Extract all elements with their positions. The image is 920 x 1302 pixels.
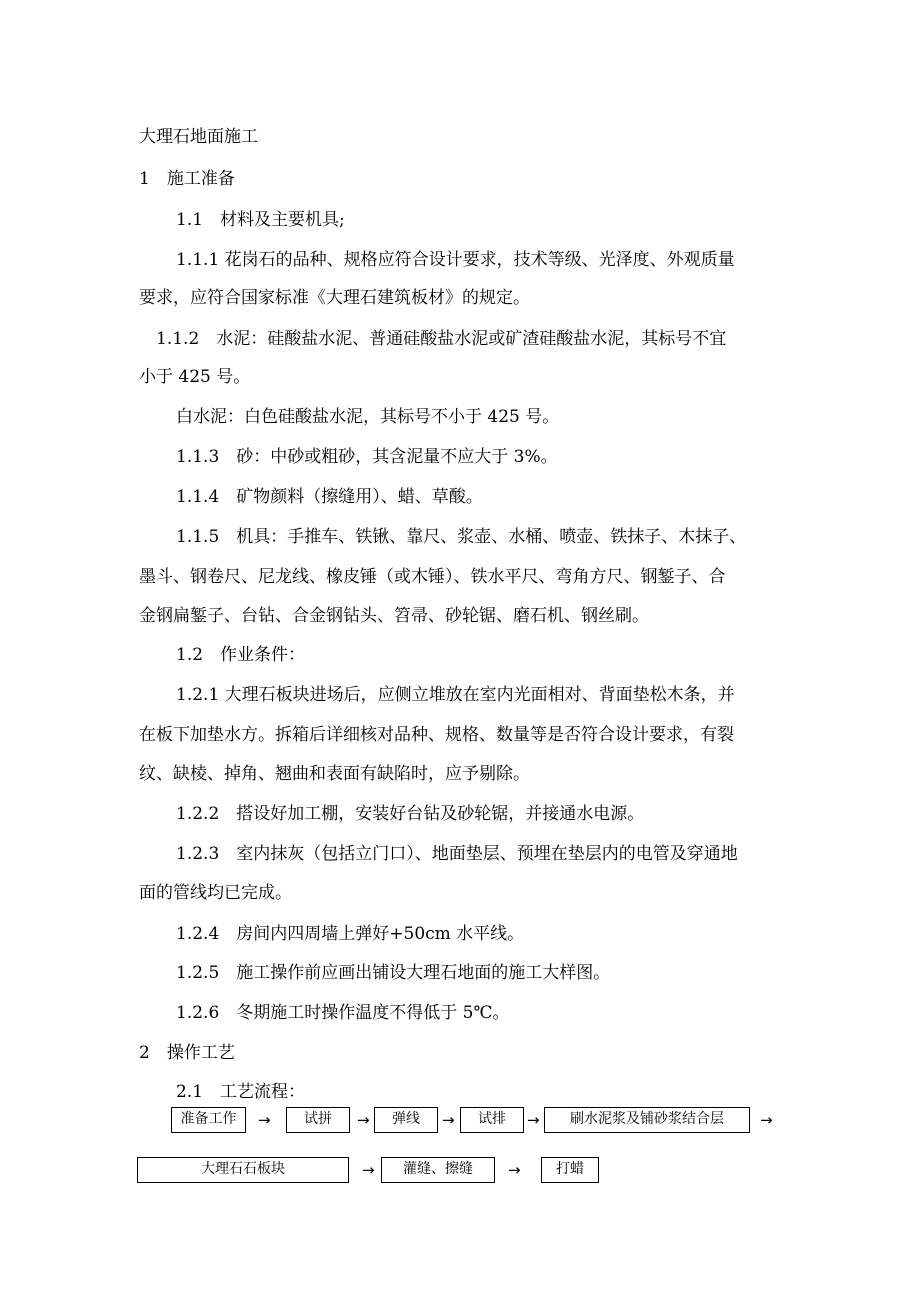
- flow-step: 试排: [460, 1107, 524, 1133]
- para-1-1-2-line2: 小于 425 号。: [139, 367, 251, 387]
- flow-arrow: →: [442, 1111, 455, 1129]
- para-1-1-1-line2: 要求，应符合国家标准《大理石建筑板材》的规定。: [139, 288, 530, 308]
- flow-arrow: →: [760, 1111, 773, 1129]
- section-1-heading: 1 施工准备: [139, 169, 235, 189]
- para-1-2-2: 1.2.2 搭设好加工棚，安装好台钻及砂轮锯，并接通水电源。: [176, 804, 645, 824]
- para-1-2-1-line2: 在板下加垫水方。拆箱后详细核对品种、规格、数量等是否符合设计要求，有裂: [139, 725, 734, 745]
- para-1-1-2-line1: 1.1.2 水泥：硅酸盐水泥、普通硅酸盐水泥或矿渣硅酸盐水泥，其标号不宜: [156, 329, 727, 349]
- flow-step: 打蜡: [541, 1157, 599, 1183]
- para-1-2-4: 1.2.4 房间内四周墙上弹好+50cm 水平线。: [176, 924, 525, 944]
- para-1-1-5-line2: 墨斗、钢卷尺、尼龙线、橡皮锤（或木锤）、铁水平尺、弯角方尺、钢錾子、合: [139, 567, 726, 587]
- para-1-2-3-line1: 1.2.3 室内抹灰（包括立门口）、地面垫层、预埋在垫层内的电管及穿通地: [176, 844, 738, 864]
- flow-arrow: →: [362, 1161, 375, 1179]
- subsection-2-1: 2.1 工艺流程：: [176, 1082, 306, 1102]
- flow-arrow: →: [357, 1111, 370, 1129]
- section-2-heading: 2 操作工艺: [139, 1043, 235, 1063]
- flow-step: 试拼: [286, 1107, 350, 1133]
- flow-arrow: →: [527, 1111, 540, 1129]
- para-1-2-3-line2: 面的管线均已完成。: [139, 883, 292, 903]
- para-1-1-3: 1.1.3 砂：中砂或粗砂，其含泥量不应大于 3%。: [176, 447, 558, 467]
- document-title: 大理石地面施工: [139, 127, 258, 147]
- flow-step: 大理石石板块: [137, 1157, 349, 1183]
- flow-step: 刷水泥浆及铺砂浆结合层: [544, 1107, 750, 1133]
- flow-arrow: →: [508, 1161, 521, 1179]
- subsection-1-1: 1.1 材料及主要机具;: [176, 210, 345, 230]
- flow-step: 准备工作: [171, 1107, 246, 1133]
- flow-step: 灌缝、擦缝: [381, 1157, 495, 1183]
- para-1-1-5-line3: 金钢扁錾子、台钻、合金钢钻头、笤帚、砂轮锯、磨石机、钢丝刷。: [139, 606, 649, 626]
- flow-step: 弹线: [374, 1107, 438, 1133]
- para-1-2-5: 1.2.5 施工操作前应画出铺设大理石地面的施工大样图。: [176, 963, 611, 983]
- para-1-1-1-line1: 1.1.1 花岗石的品种、规格应符合设计要求，技术等级、光泽度、外观质量: [176, 250, 735, 270]
- flow-arrow: →: [258, 1111, 271, 1129]
- para-white-cement: 白水泥：白色硅酸盐水泥，其标号不小于 425 号。: [176, 407, 560, 427]
- para-1-2-6: 1.2.6 冬期施工时操作温度不得低于 5℃。: [176, 1003, 510, 1023]
- para-1-1-5-line1: 1.1.5 机具：手推车、铁锹、靠尺、浆壶、水桶、喷壶、铁抹子、木抹子、: [176, 527, 747, 547]
- subsection-1-2: 1.2 作业条件：: [176, 645, 306, 665]
- para-1-2-1-line3: 纹、缺棱、掉角、翘曲和表面有缺陷时，应予剔除。: [139, 764, 530, 784]
- para-1-1-4: 1.1.4 矿物颜料（擦缝用）、蜡、草酸。: [176, 487, 483, 507]
- para-1-2-1-line1: 1.2.1 大理石板块进场后，应侧立堆放在室内光面相对、背面垫松木条，并: [176, 685, 735, 705]
